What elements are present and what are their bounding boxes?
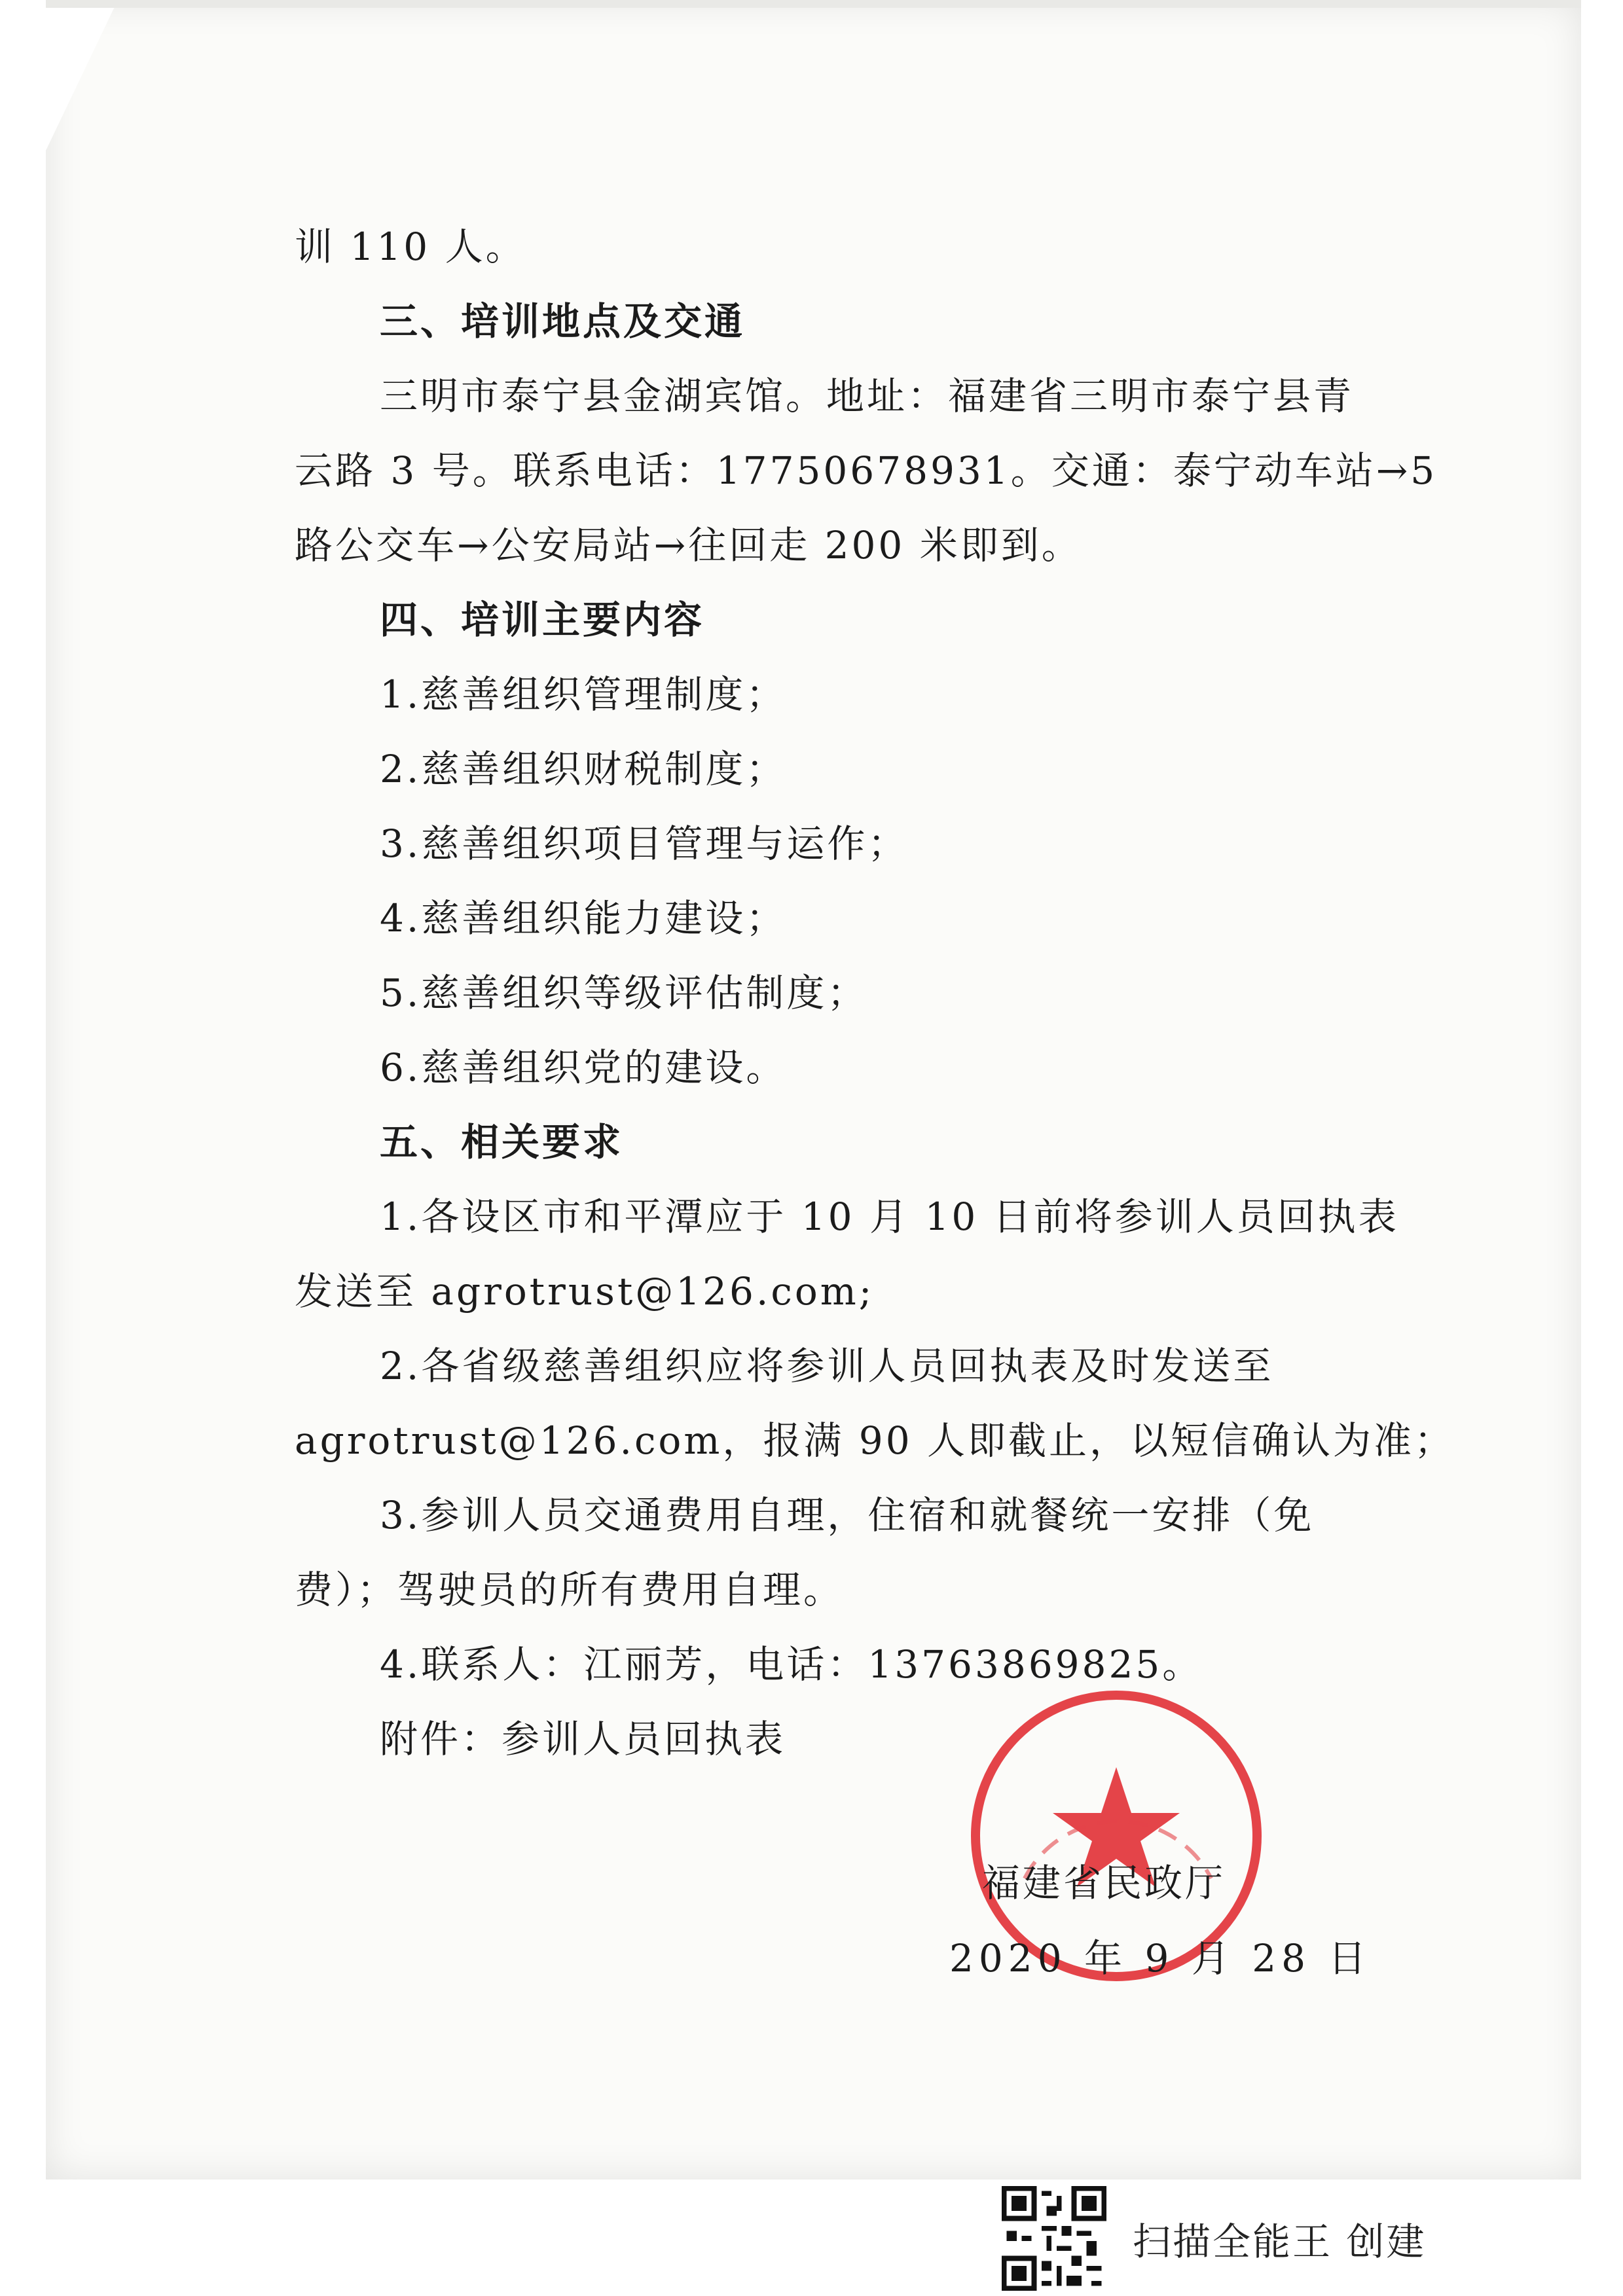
- scanner-watermark: [1002, 2186, 1426, 2291]
- body-line: 云路 3 号。联系电话：17750678931。交通：泰宁动车站→5: [295, 448, 1438, 493]
- list-item: 2.慈善组织财税制度；: [380, 747, 787, 791]
- section-heading-content: 四、培训主要内容: [380, 598, 705, 642]
- body-line: 发送至 agrotrust@126.com;: [295, 1269, 875, 1314]
- body-line: 路公交车→公安局站→往回走 200 米即到。: [295, 523, 1082, 567]
- list-item: 1.慈善组织管理制度；: [380, 672, 787, 717]
- section-heading-requirements: 五、相关要求: [380, 1120, 624, 1164]
- signing-date: 2020 年 9 月 28 日: [949, 1936, 1372, 1981]
- body-line: 2.各省级慈善组织应将参训人员回执表及时发送至: [380, 1344, 1274, 1388]
- scan-edge: [46, 0, 1581, 8]
- folded-corner: [46, 0, 118, 151]
- list-item: 6.慈善组织党的建设。: [380, 1045, 787, 1090]
- body-line: 3.参训人员交通费用自理，住宿和就餐统一安排（免: [380, 1493, 1315, 1537]
- scanner-app-label: 扫描全能王 创建: [1133, 2219, 1427, 2264]
- body-line: 1.各设区市和平潭应于 10 月 10 日前将参训人员回执表: [380, 1194, 1399, 1239]
- body-line: 训 110 人。: [295, 224, 526, 269]
- document-body: [295, 209, 1455, 1776]
- body-line: agrotrust@126.com，报满 90 人即截止，以短信确认为准；: [295, 1418, 1455, 1463]
- signing-organization: 福建省民政厅: [982, 1861, 1226, 1905]
- list-item: 3.慈善组织项目管理与运作；: [380, 821, 909, 866]
- list-item: 4.慈善组织能力建设；: [380, 896, 787, 941]
- body-line: 费）；驾驶员的所有费用自理。: [295, 1568, 845, 1612]
- section-heading-venue: 三、培训地点及交通: [380, 299, 746, 344]
- qr-code-icon: [1002, 2186, 1106, 2291]
- list-item: 5.慈善组织等级评估制度；: [380, 971, 868, 1015]
- body-line: 三明市泰宁县金湖宾馆。地址：福建省三明市泰宁县青: [380, 374, 1355, 418]
- attachment-line: 附件：参训人员回执表: [380, 1717, 786, 1761]
- contact-line: 4.联系人：江丽芳，电话：13763869825。: [380, 1642, 1203, 1687]
